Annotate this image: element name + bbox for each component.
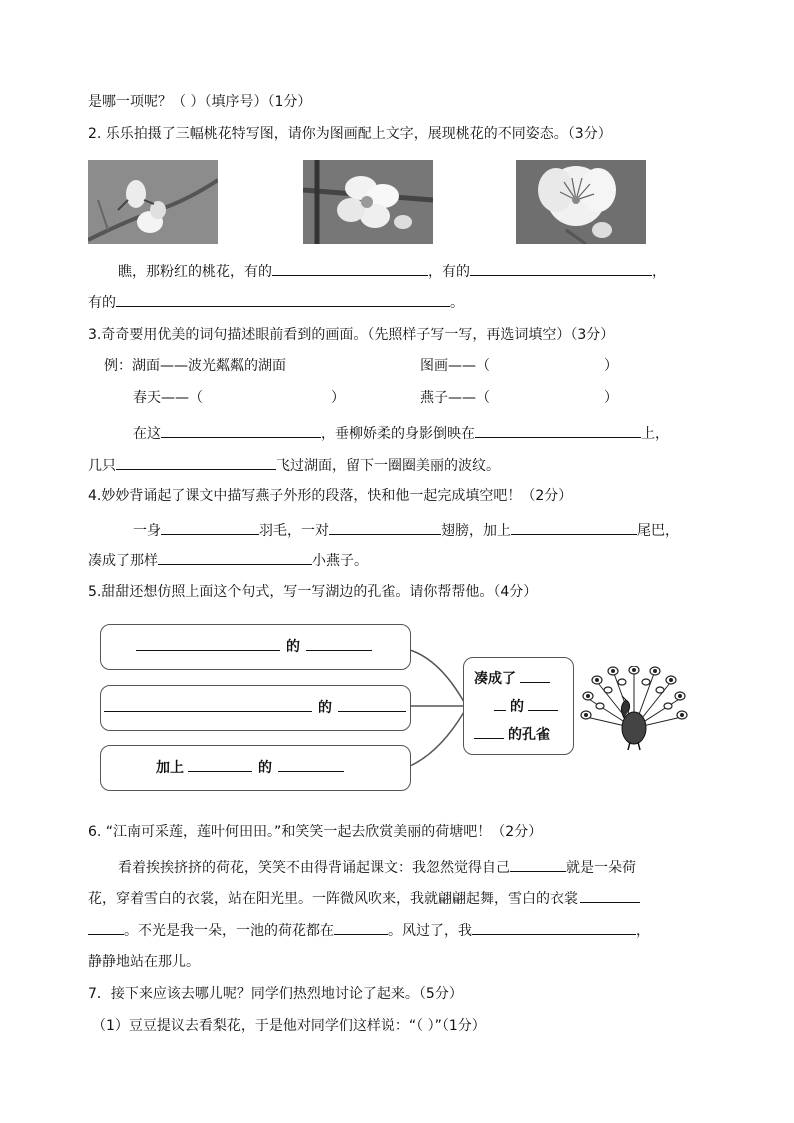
q5-summary-text-1: 凑成了: [474, 671, 516, 687]
q6-text-3a: 。不光是我一朵，一池的荷花都在: [124, 923, 334, 939]
q4-title: 4.妙妙背诵起了课文中描写燕子外形的段落，快和他一起完成填空吧！（2分）: [88, 488, 573, 504]
q5-box3-blank-1[interactable]: [188, 757, 252, 772]
q4-text-c: 翅膀，加上: [441, 523, 511, 539]
q6-text-2: 花，穿着雪白的衣裳，站在阳光里。一阵微风吹来，我就翩翩起舞，雪白的衣裳: [88, 891, 578, 907]
q6-text-3b: 。风过了，我: [388, 923, 472, 939]
q5-box3-de: 的: [258, 760, 272, 776]
q5-summary-text-3: 的孔雀: [508, 727, 550, 743]
q6-line4: 静静地站在那儿。: [88, 954, 200, 970]
q3-example: 例：湖面——波光粼粼的湖面: [104, 358, 286, 374]
q5-box1-blank-1[interactable]: [136, 636, 280, 651]
q5-box3-add: 加上: [156, 760, 184, 776]
q3-fill-text-b: ，垂柳娇柔的身影倒映在: [321, 426, 475, 442]
q3-close-paren: ）: [604, 358, 618, 374]
q6-blank-5[interactable]: [472, 920, 636, 935]
q5-summary-line2: [494, 696, 558, 717]
q5-summary-line3: [474, 724, 550, 745]
peacock-illustration: [578, 666, 690, 752]
q2-line1-text-c: ，: [652, 264, 666, 280]
q2-line1-text-a: 瞧，那粉红的桃花，有的: [118, 264, 272, 280]
q3-item-spring-label: 春天——（: [133, 390, 203, 406]
q6-line1: [118, 857, 636, 878]
q5-box-3-content: [156, 757, 344, 778]
q4-text-a: 一身: [133, 523, 161, 539]
q5-summary-blank-2[interactable]: [494, 696, 506, 711]
q2-line2-text-a: 有的: [88, 295, 116, 311]
q3-fill2-text-b: 飞过湖面，留下一圈圈美丽的波纹。: [276, 458, 500, 474]
q2-line1-text-b: ，有的: [428, 264, 470, 280]
q5-box-1-content: [136, 636, 372, 657]
q6-text-1a: 看着挨挨挤挤的荷花，笑笑不由得背诵起课文：我忽然觉得自己: [118, 860, 510, 876]
q6-blank-4[interactable]: [334, 920, 388, 935]
q5-box1-blank-2[interactable]: [306, 636, 372, 651]
q3-fill2-text-a: 几只: [88, 458, 116, 474]
q5-title: 5.甜甜还想仿照上面这个句式，写一写湖边的孔雀。请你帮帮他。（4分）: [88, 584, 538, 600]
q4-text-e: 凑成了那样: [88, 553, 158, 569]
q5-box3-blank-2[interactable]: [278, 757, 344, 772]
q6-line3: [88, 920, 650, 941]
q6-title: 6. “江南可采莲，莲叶何田田。”和笑笑一起去欣赏美丽的荷塘吧！（2分）: [88, 824, 543, 840]
q5-box2-blank-2[interactable]: [338, 697, 406, 712]
q6-blank-3[interactable]: [88, 920, 124, 935]
q2-line2-text-b: 。: [450, 295, 464, 311]
q1-tail: 是哪一项呢？（ ）（填序号）（1分）: [88, 94, 312, 110]
q3-item-picture-label: 图画——（: [420, 358, 490, 374]
q6-blank-1[interactable]: [510, 857, 566, 872]
q5-box2-de: 的: [318, 700, 332, 716]
q4-text-f: 小燕子。: [312, 553, 368, 569]
q5-summary-blank-3[interactable]: [528, 696, 558, 711]
q5-box2-blank-1[interactable]: [104, 697, 312, 712]
q6-blank-2[interactable]: [580, 888, 640, 903]
q5-box1-de: 的: [286, 639, 300, 655]
q5-box-2-content: [104, 697, 406, 718]
q6-text-3c: ，: [636, 923, 650, 939]
q3-fill-text-c: 上，: [641, 426, 669, 442]
q6-text-1b: 就是一朵荷: [566, 860, 636, 876]
q2-title: 2. 乐乐拍摄了三幅桃花特写图，请你为图画配上文字，展现桃花的不同姿态。（3分）: [88, 126, 612, 142]
q3-title: 3.奇奇要用优美的词句描述眼前看到的画面。（先照样子写一写，再选词填空）（3分）: [88, 327, 615, 343]
q7-title: 7．接下来应该去哪儿呢？同学们热烈地讨论了起来。（5分）: [88, 986, 463, 1002]
q3-close-paren: ）: [331, 390, 345, 406]
q6-line2: [88, 888, 640, 909]
q5-summary-blank-1[interactable]: [520, 668, 550, 683]
q5-summary-blank-4[interactable]: [474, 724, 504, 739]
q7-sub1: （1）豆豆提议去看梨花，于是他对同学们这样说：“（ ）”（1分）: [92, 1018, 486, 1034]
q5-summary-de: 的: [510, 699, 524, 715]
q3-item-swallow-label: 燕子——（: [420, 390, 490, 406]
q4-text-d: 尾巴，: [637, 523, 679, 539]
q3-fill-text-a: 在这: [133, 426, 161, 442]
q3-close-paren: ）: [604, 390, 618, 406]
q4-text-b: 羽毛，一对: [259, 523, 329, 539]
q5-summary-line1: [474, 668, 550, 689]
